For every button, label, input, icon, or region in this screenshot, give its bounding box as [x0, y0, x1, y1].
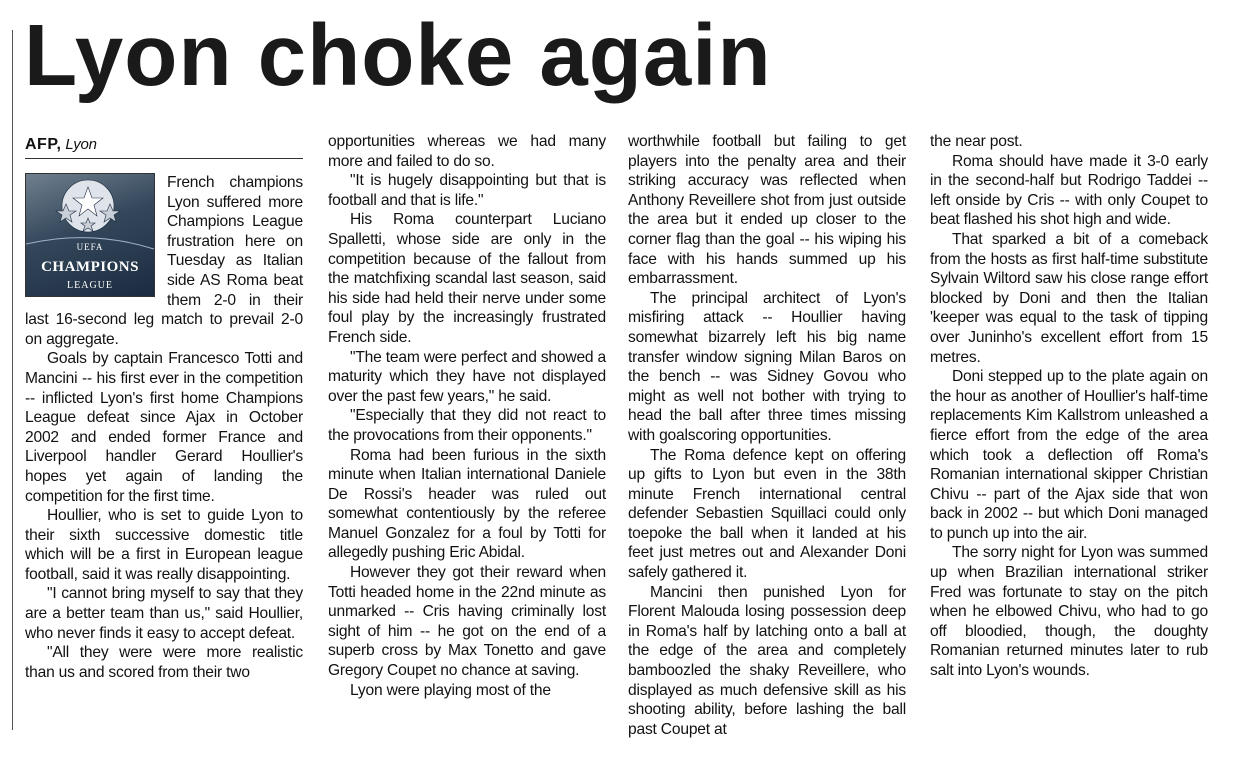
logo-text-uefa: UEFA [76, 242, 104, 252]
paragraph: However they got their reward when Totti headed home in the 22nd minute as unmarked -- Cris having criminally lost sight of him -- he got on the end of a superb cross by Max Tonetto and gave Gregory Coupet no chance at saving. [328, 564, 606, 680]
paragraph: "It is hugely disappointing but that is football and that is life." [328, 172, 606, 209]
paragraph: Houllier, who is set to guide Lyon to their sixth successive domestic title which will be a first in European league football, said it was really disappointing. [25, 507, 303, 583]
paragraph: That sparked a bit of a comeback from the hosts as first half-time substitute Sylvain Wiltord saw his close range effort blocked by Doni and then the Italian 'keeper was equal to the task of tipping over Juninho's excellent effort from 15 metres. [930, 230, 1208, 366]
logo-text-champions: CHAMPIONS [41, 259, 139, 275]
paragraph: "I cannot bring myself to say that they are a better team than us," said Houllier, who never finds it easy to accept defeat. [25, 585, 303, 642]
headline: Lyon choke again [24, 7, 772, 104]
paragraph: French champions Lyon suffered more Champions League frustration here on Tuesday as Italian side AS Roma beat them 2-0 in their last 16-second leg match to prevail 2-0 on aggregate. [25, 174, 303, 348]
paragraph: Goals by captain Francesco Totti and Mancini -- his first ever in the competition -- inflicted Lyon's first home Champions League defeat since Ajax in October 2002 and ended former France and Liverpool handler Gerard Houllier's hopes yet again of landing the competition for the first time. [25, 350, 303, 505]
paragraph: Roma should have made it 3-0 early in the second-half but Rodrigo Taddei -- left onside by Cris -- with only Coupet to beat flashed his shot high and wide. [930, 152, 1208, 229]
paragraph: The Roma defence kept on offering up gifts to Lyon but even in the 38th minute French international central defender Sebastien Squillaci could only toepoke the ball when it landed at his feet just metres out and Alexander Doni safely gathered it. [628, 446, 906, 582]
paragraph: His Roma counterpart Luciano Spalletti, whose side are only in the competition because of the fallout from the matchfixing scandal last season, said his side had held their nerve under some foul play by the increasingly frustrated French side. [328, 211, 606, 346]
article-column-4 [930, 132, 1208, 681]
champions-league-logo [25, 173, 155, 297]
byline-place: Lyon [65, 136, 97, 153]
article-column-1 [25, 136, 303, 682]
logo-text-league: LEAGUE [67, 280, 113, 291]
paragraph: "All they were were more realistic than us and scored from their two [25, 644, 303, 681]
paragraph: the near post. [930, 133, 1023, 150]
paragraph: Doni stepped up to the plate again on the hour as another of Houllier's half-time replacements Kim Kallstrom unleashed a fierce effort from the edge of the area which took a deflection off Roma's Romanian international skipper Christian Chivu -- part of the Ajax side that won back in 2002 -- but which Doni managed to punch up into the air. [930, 368, 1208, 542]
paragraph: Roma had been furious in the sixth minute when Italian international Daniele De Rossi's header was ruled out somewhat contentiously by the referee Manuel Gonzalez for a foul by Totti for allegedly pushing Eric Abidal. [328, 446, 606, 562]
paragraph: The principal architect of Lyon's misfiring attack -- Houllier having somewhat bizarrely left his big name transfer window signing Milan Baros on the bench -- was Sidney Govou who might as well not bother with trying to head the ball after three times missing with goalscoring opportunities. [628, 289, 906, 444]
article-column-3 [628, 132, 906, 739]
paragraph: Mancini then punished Lyon for Florent Malouda losing possession deep in Roma's half by latching onto a ball at the edge of the area and completely bamboozled the shaky Reveillere, who displayed as much defensive skill as his shooting ability, before lashing the ball past Coupet at [628, 583, 906, 738]
paragraph: The sorry night for Lyon was summed up when Brazilian international striker Fred was fortunate to stay on the pitch when he elbowed Chivu, who had to go off bloodied, though, the doughty Romanian returned minutes later to rub salt into Lyon's wounds. [930, 544, 1208, 680]
byline [25, 136, 303, 159]
article-column-2 [328, 132, 606, 700]
paragraph: Lyon were playing most of the [350, 681, 551, 699]
byline-agency: AFP, [25, 136, 62, 153]
paragraph: "The team were perfect and showed a maturity which they have not displayed over the past few years," he said. [328, 348, 606, 405]
paragraph: "Especially that they did not react to the provocations from their opponents." [328, 407, 606, 444]
paragraph: worthwhile football but failing to get players into the penalty area and their striking accuracy was reflected when Anthony Reveillere shot from just outside the area but it ended up closer to the corner flag than the goal -- his wiping his face with his hands summed up his embarrassment. [628, 133, 906, 288]
left-column-rule [12, 30, 13, 730]
paragraph: opportunities whereas we had many more and failed to do so. [328, 133, 606, 170]
